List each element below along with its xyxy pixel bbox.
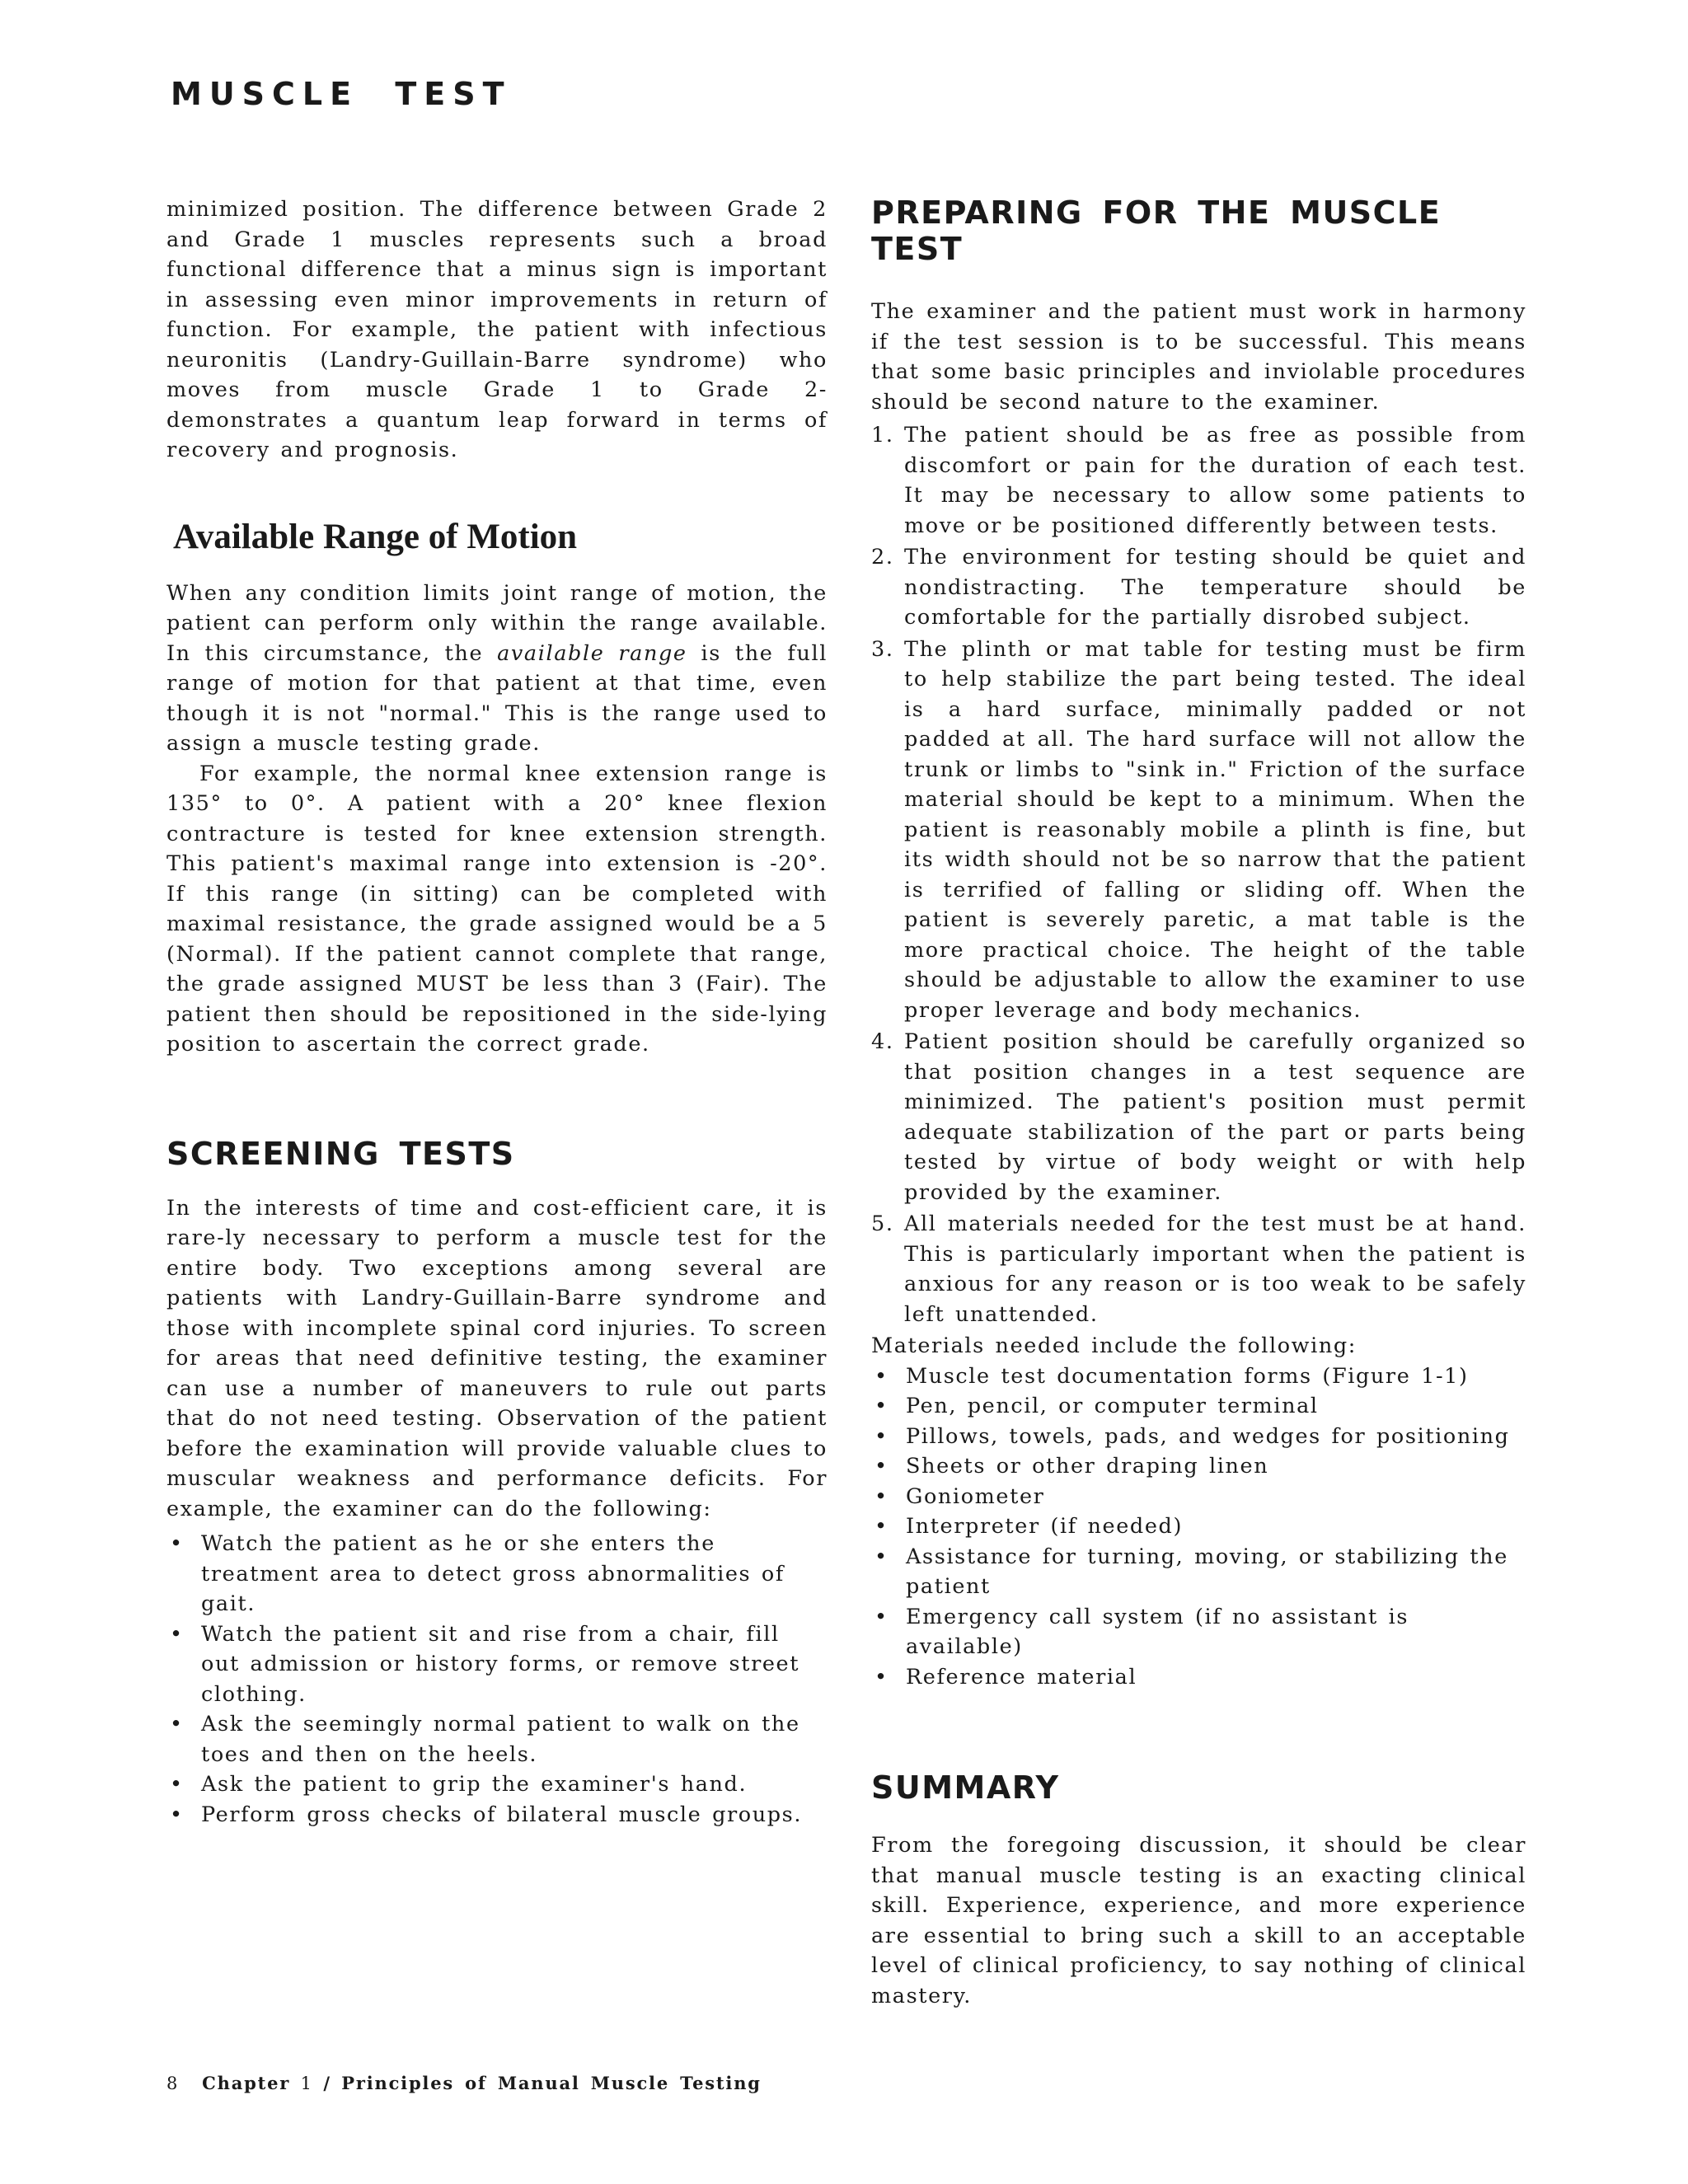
materials-bullet-item (871, 1511, 1526, 1542)
procedure-item (871, 542, 1526, 633)
screening-bullet-list (166, 1529, 828, 1830)
bullet-marker: • (874, 1363, 889, 1389)
materials-bullet-list (871, 1361, 1526, 1693)
materials-bullet-item-text: Reference material (906, 1664, 1137, 1690)
heading-available-range: Available Range of Motion (173, 517, 578, 556)
bullet-marker: • (170, 1802, 184, 1827)
bullet-marker: • (874, 1483, 889, 1509)
bullet-marker: • (874, 1544, 889, 1569)
heading-preparing: PREPARING FOR THE MUSCLE TEST (871, 194, 1442, 267)
bullet-marker: • (170, 1621, 184, 1647)
screening-bullet-item (166, 1529, 828, 1619)
screening-bullet-item (166, 1769, 828, 1800)
heading-screening-tests: SCREENING TESTS (166, 1135, 515, 1172)
intro-paragraph: minimized position. The difference between Grade 2 and Grade 1 muscles represents such a broad functional difference that a minus sign is important in assessing even minor improvements in return of function. For example, the patient with infectious neuronitis (Landry-Guillain-Barre syndrome) who moves from muscle Grade 1 to Grade 2- demonstrates a quantum leap forward in terms of recovery and prognosis. (166, 197, 828, 462)
bullet-marker: • (170, 1712, 184, 1736)
bullet-marker: • (874, 1514, 889, 1539)
bullet-marker: • (874, 1423, 889, 1449)
bullet-marker: • (874, 1454, 889, 1479)
materials-bullet-item (871, 1662, 1526, 1693)
materials-bullet-item-text: Pillows, towels, pads, and wedges for positioning (906, 1423, 1510, 1449)
range-paragraph-1: When any condition limits joint range of motion, the patient can perform only within the range available. In this circumstance, the available range is the full range of motion for that patient at that time, even though it is not "normal." This is the range used to assign a muscle testing grade. (166, 580, 828, 756)
procedure-number: 5. (871, 1212, 894, 1236)
screening-bullet-item-text: Watch the patient sit and rise from a chair, fill out admission or history forms, or remove street clothing. (201, 1621, 800, 1707)
materials-bullet-item-text: Interpreter (if needed) (906, 1514, 1183, 1539)
procedure-item (871, 1027, 1526, 1207)
page-footer (166, 2073, 762, 2093)
procedure-text: The plinth or mat table for testing must be firm to help stabilize the part being tested. The ideal is a hard surface, minimally padded or not padded at all. The hard surface will not allow the trunk or limbs to "sink in." Friction of the surface material should be kept to a minimum. When the patient is reasonably mobile a plinth is fine, but its width should not be so narrow that the patient is terrified of falling or sliding off. When the patient is severely paretic, a mat table is the more practical choice. The height of the table should be adjustable to allow the examiner to use proper leverage and body mechanics. (904, 636, 1526, 1023)
screening-bullet-item (166, 1800, 828, 1830)
procedure-item (871, 420, 1526, 541)
footer-chapter-title: Principles of Manual Muscle Testing (341, 2073, 762, 2093)
screening-bullet-item-text: Ask the seemingly normal patient to walk on the toes and then on the heels. (201, 1712, 800, 1767)
screening-bullet-item-text: Perform gross checks of bilateral muscle groups. (201, 1802, 803, 1827)
materials-bullet-item-text: Pen, pencil, or computer terminal (906, 1394, 1319, 1418)
screening-bullet-item (166, 1619, 828, 1710)
right-column (871, 194, 1526, 2011)
procedure-number: 4. (871, 1029, 894, 1054)
procedure-item (871, 1209, 1526, 1329)
screening-bullet-item (166, 1709, 828, 1769)
footer-chapter-number: 1 (300, 2074, 313, 2093)
heading-summary: SUMMARY (871, 1769, 1060, 1806)
procedure-text: The patient should be as free as possible from discomfort or pain for the duration of each test. It may be necessary to allow some patients to move or be positioned differently between tests. (904, 423, 1526, 538)
procedure-text: All materials needed for the test must be at hand. This is particularly important when the patient is anxious for any reason or is too weak to be safely left unattended. (904, 1212, 1526, 1327)
screening-bullet-item-text: Ask the patient to grip the examiner's hand. (201, 1772, 748, 1797)
materials-bullet-item (871, 1482, 1526, 1512)
bullet-marker: • (170, 1772, 184, 1797)
procedure-item (871, 635, 1526, 1026)
procedure-number: 1. (871, 423, 894, 448)
footer-chapter-label: Chapter (202, 2073, 291, 2093)
left-column (166, 194, 828, 1830)
running-head: MUSCLE TEST (171, 76, 512, 112)
bullet-marker: • (170, 1531, 184, 1556)
bullet-marker: • (874, 1604, 889, 1629)
range-paragraph-2: For example, the normal knee extension range is 135° to 0°. A patient with a 20° knee flexion contracture is tested for knee extension strength. This patient's maximal range into extension is -20°. If this range (in sitting) can be completed with maximal resistance, the grade assigned would be a 5 (Normal). If the patient cannot complete that range, the grade assigned MUST be less than 3 (Fair). The patient then should be repositioned in the side-lying position to ascertain the correct grade. (166, 761, 828, 1057)
materials-bullet-item (871, 1391, 1526, 1422)
screening-bullet-item-text: Watch the patient as he or she enters the treatment area to detect gross abnormalities of gait. (201, 1531, 785, 1616)
page-number: 8 (166, 2074, 180, 2093)
materials-bullet-item-text: Goniometer (906, 1483, 1045, 1509)
footer-separator: / (323, 2073, 331, 2093)
materials-bullet-item (871, 1361, 1526, 1392)
procedures-numbered-list (871, 420, 1526, 1329)
materials-bullet-item (871, 1422, 1526, 1452)
preparing-paragraph: The examiner and the patient must work in harmony if the test session is to be successful. This means that some basic principles and inviolable procedures should be second nature to the examiner. (871, 299, 1526, 415)
materials-bullet-item-text: Emergency call system (if no assistant is available) (906, 1604, 1409, 1659)
available-range-term: available range (497, 640, 687, 666)
procedure-text: Patient position should be carefully organized so that position changes in a test sequence are minimized. The patient's position must permit adequate stabilization of the part or parts being tested by virtue of body weight or with help provided by the examiner. (904, 1029, 1526, 1205)
materials-bullet-item-text: Muscle test documentation forms (Figure 1-1) (906, 1363, 1469, 1389)
materials-bullet-item-text: Sheets or other draping linen (906, 1454, 1269, 1479)
materials-bullet-item-text: Assistance for turning, moving, or stabilizing the patient (906, 1544, 1508, 1599)
procedure-number: 2. (871, 545, 894, 569)
materials-intro: Materials needed include the following: (871, 1333, 1357, 1358)
procedure-number: 3. (871, 636, 894, 662)
summary-paragraph: From the foregoing discussion, it should be clear that manual muscle testing is an exacting clinical skill. Experience, experience, and more experience are essential to bring such a skill to an acceptable level of clinical proficiency, to say nothing of clinical mastery. (871, 1833, 1526, 2008)
screening-paragraph: In the interests of time and cost-efficient care, it is rare-ly necessary to perform a muscle test for the entire body. Two exceptions among several are patients with Landry-Guillain-Barre syndrome and those with incomplete spinal cord injuries. To screen for areas that need definitive testing, the examiner can use a number of maneuvers to rule out parts that do not need testing. Observation of the patient before the examination will provide valuable clues to muscular weakness and performance deficits. For example, the examiner can do the following: (166, 1195, 828, 1521)
procedure-text: The environment for testing should be quiet and nondistracting. The temperature should be comfortable for the partially disrobed subject. (904, 545, 1526, 630)
materials-bullet-item (871, 1542, 1526, 1602)
bullet-marker: • (874, 1664, 889, 1690)
materials-bullet-item (871, 1602, 1526, 1662)
bullet-marker: • (874, 1394, 889, 1418)
materials-bullet-item (871, 1451, 1526, 1482)
